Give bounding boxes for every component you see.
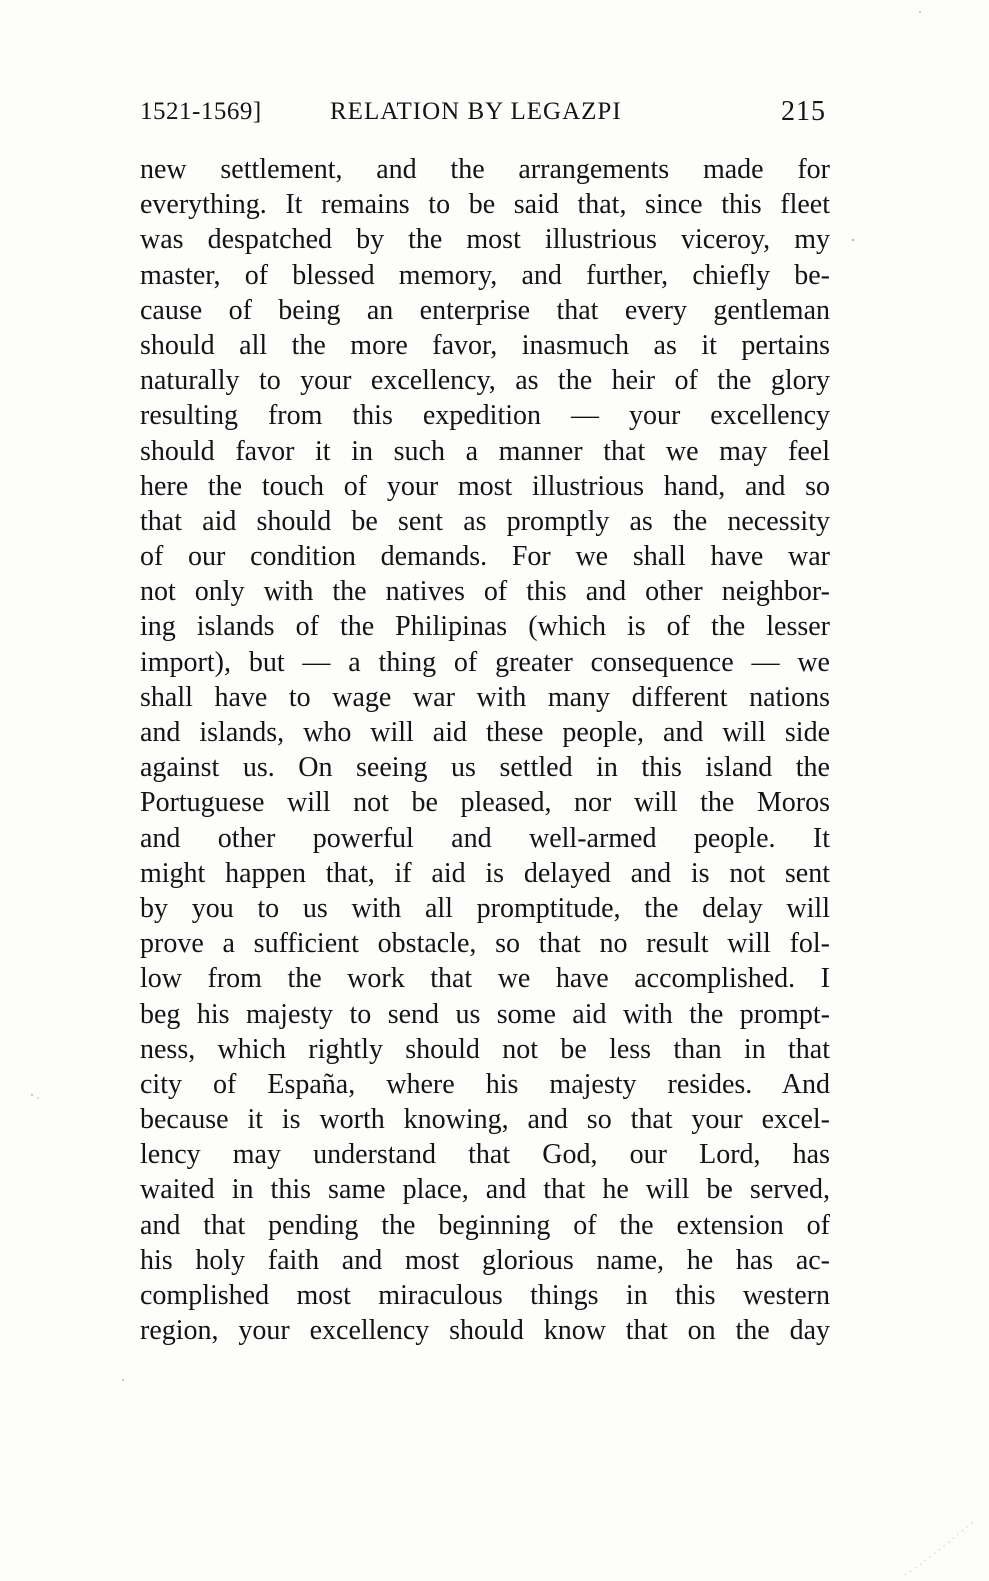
text-line: complished most miraculous things in this western (140, 1280, 830, 1311)
text-line: that aid should be sent as promptly as the necessity (140, 505, 830, 537)
speck (37, 1097, 39, 1099)
text-line: resulting from this expedition — your excellency (140, 400, 830, 432)
text-line: everything. It remains to be said that, since this fleet (140, 189, 830, 221)
text-line: region, your excellency should know that on the day (140, 1315, 830, 1347)
speck (852, 239, 854, 241)
text-line: and islands, who will aid these people, and will side (140, 717, 830, 748)
text-line: master, of blessed memory, and further, chiefly be- (140, 259, 830, 291)
text-line: import), but — a thing of greater consequence — we (140, 646, 830, 678)
text-line: should favor it in such a manner that we may feel (140, 435, 830, 467)
header-title: RELATION BY LEGAZPI (330, 98, 622, 125)
text-line: ing islands of the Philipinas (which is of the lesser (140, 611, 830, 643)
speck (31, 1094, 33, 1096)
text-line: might happen that, if aid is delayed and is not sent (140, 857, 830, 889)
text-line: waited in this same place, and that he will be served, (140, 1174, 830, 1206)
text-line: should all the more favor, inasmuch as it pertains (140, 329, 830, 361)
text-line: here the touch of your most illustrious hand, and so (140, 470, 830, 502)
text-line: not only with the natives of this and other neighbor- (140, 576, 830, 608)
speck (905, 1520, 975, 1575)
text-line: beg his majesty to send us some aid with the prompt- (140, 998, 830, 1030)
text-line: was despatched by the most illustrious viceroy, my (140, 224, 830, 256)
text-line: shall have to wage war with many different nations (140, 681, 830, 713)
text-line: his holy faith and most glorious name, he has ac- (140, 1244, 830, 1276)
text-line: naturally to your excellency, as the heir of the glory (140, 365, 830, 397)
body-text (140, 152, 830, 1348)
text-line: because it is worth knowing, and so that your excel- (140, 1104, 830, 1136)
running-head (140, 92, 830, 132)
text-line: and other powerful and well-armed people. It (140, 822, 830, 854)
text-line: and that pending the beginning of the extension of (140, 1209, 830, 1241)
text-line: low from the work that we have accomplished. I (140, 963, 830, 995)
text-line: of our condition demands. For we shall have war (140, 541, 830, 573)
text-line: cause of being an enterprise that every gentleman (140, 294, 830, 326)
text-line: city of España, where his majesty resides. And (140, 1068, 830, 1100)
text-line: by you to us with all promptitude, the delay will (140, 892, 830, 924)
text-line: Portuguese will not be pleased, nor will the Moros (140, 787, 830, 819)
text-line: lency may understand that God, our Lord, has (140, 1139, 830, 1171)
speck (919, 11, 921, 13)
text-line: ness, which rightly should not be less than in that (140, 1033, 830, 1065)
text-line: new settlement, and the arrangements made for (140, 154, 830, 185)
text-line: against us. On seeing us settled in this island the (140, 752, 830, 784)
text-line: prove a sufficient obstacle, so that no result will fol- (140, 928, 830, 960)
page-number: 215 (781, 96, 826, 127)
speck (122, 1379, 124, 1381)
header-years: 1521-1569] (140, 98, 262, 125)
